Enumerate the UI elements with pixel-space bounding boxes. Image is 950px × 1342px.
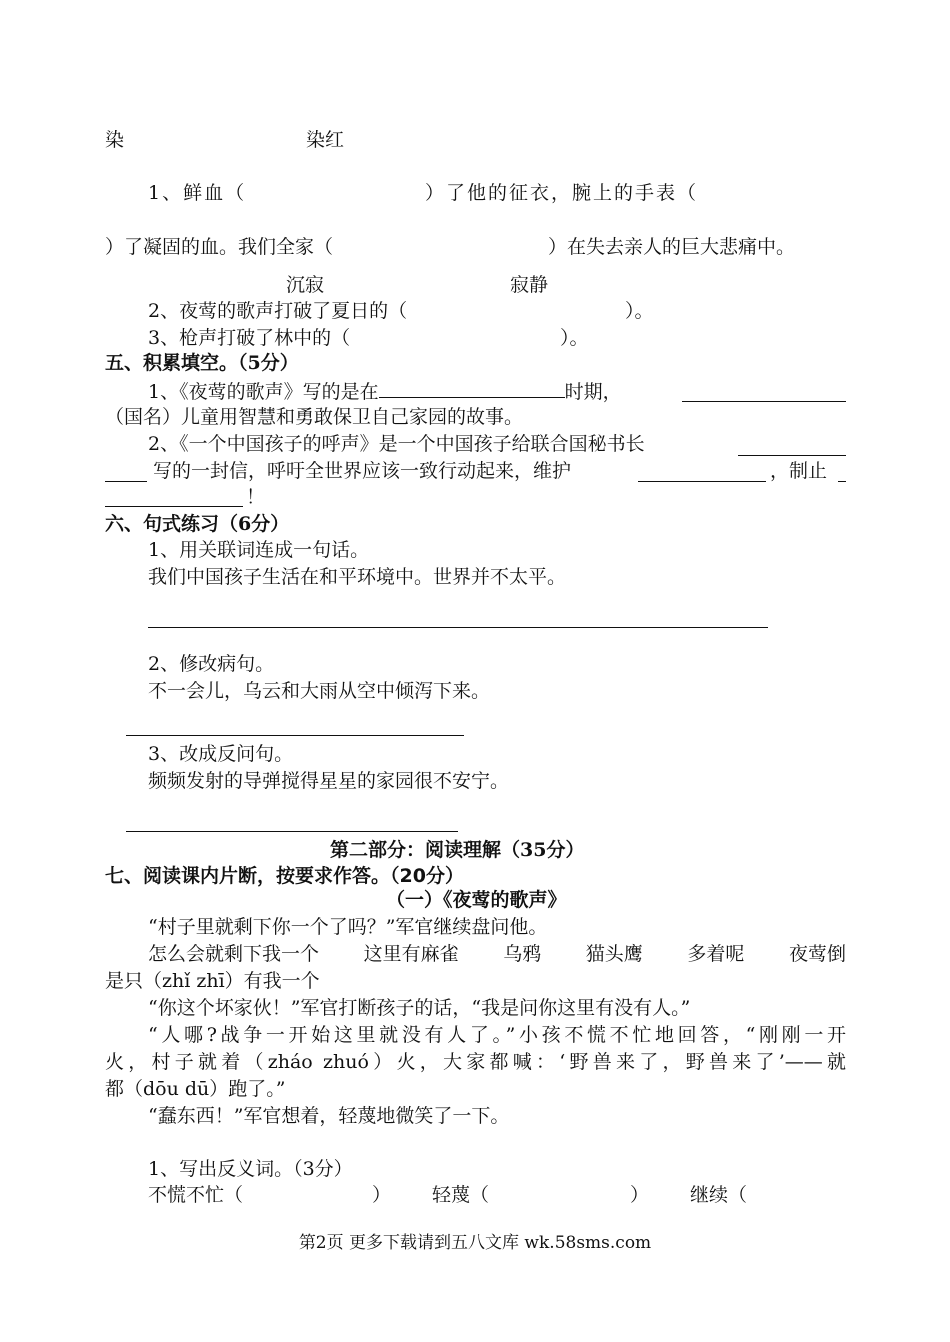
q5-1-part-b: 时期， [564,381,622,403]
q5-1-row [148,377,622,405]
section-7-score: 20分 [399,865,445,887]
q6-3-sentence: 频频发射的导弹搅得星星的家园很不安宁。 [148,770,510,792]
section-7-title-a: 七、阅读课内片断，按要求作答。（ [105,865,400,887]
answer-line-2[interactable] [126,735,464,736]
blank-secretary-a[interactable] [738,455,846,456]
q4-1-part-a: 1、鲜血（ [148,182,247,204]
antonym-1-close: ） [372,1184,392,1206]
q4-2-part-b: ）。 [625,300,654,322]
q5-2-part-c: ，制止 [770,460,828,482]
word-ranhong: 染红 [306,129,345,151]
blank-secretary-b[interactable] [105,481,147,482]
passage-p2-line1 [148,941,846,967]
p2-token-4: 猫头鹰 [585,943,643,965]
blank-period[interactable] [379,377,565,398]
q4-3-part-a: 3、枪声打破了林中的（ [148,327,351,349]
page-footer: 第2页 更多下载请到五八文库 wk.58sms.com [298,1233,652,1253]
p2-token-1: 怎么会就剩下我一个 [148,943,320,965]
q5-1-part-c: （国名）儿童用智慧和勇敢保卫自己家园的故事。 [105,406,524,428]
answer-line-3[interactable] [126,831,458,832]
q6-1: 1、用关联词连成一句话。 [148,539,370,561]
p2-token-5: 多着呢 [687,943,745,965]
word-ran: 染 [105,129,125,151]
section-7-title [105,863,464,889]
antonym-2-close: ） [630,1184,650,1206]
q4-2-part-a: 2、夜莺的歌声打破了夏日的（ [148,300,408,322]
word-jijing: 寂静 [510,274,549,296]
p2-token-6: 夜莺倒 [788,943,846,965]
q6-3: 3、改成反问句。 [148,743,294,765]
antonym-2-label: 轻蔑（ [432,1184,490,1206]
q4-1-part-d: ）在失去亲人的巨大悲痛中。 [548,236,796,258]
reading-subtitle: （一）《夜莺的歌声》 [386,889,567,911]
q5-2-part-b: 写的一封信，呼吁全世界应该一致行动起来，维护 [153,460,572,482]
q5-2-part-a: 2、《一个中国孩子的呼声》是一个中国孩子给联合国秘书长 [148,433,645,455]
q4-1-part-b: ）了他的征衣，腕上的手表（ [425,182,699,204]
answer-line-1[interactable] [148,627,768,628]
section-7-title-b: ） [444,865,464,887]
antonym-3-label: 继续（ [690,1184,748,1206]
q7-1: 1、写出反义词。（3分） [148,1158,353,1180]
q4-3-part-b: ）。 [560,327,589,349]
q6-1-sentence: 我们中国孩子生活在和平环境中。世界并不太平。 [148,566,567,588]
q6-2-sentence: 不一会儿，乌云和大雨从空中倾泻下来。 [148,680,491,702]
passage-p2-line2: 是只（zhǐ zhī）有我一个 [105,970,320,992]
passage-p4-line1: “人哪?战争一开始这里就没有人了。”小孩不慌不忙地回答，“刚刚一开 [148,1024,846,1046]
blank-country[interactable] [682,401,846,402]
p2-token-2: 这里有麻雀 [363,943,459,965]
antonym-1-label: 不慌不忙（ [148,1184,244,1206]
section-5-title: 五、积累填空。（5分） [105,352,299,374]
passage-p3: “你这个坏家伙！”军官打断孩子的话，“我是问你这里有没有人。” [148,997,691,1019]
q6-2: 2、修改病句。 [148,653,275,675]
passage-p5: “蠢东西！”军官想着，轻蔑地微笑了一下。 [148,1105,510,1127]
passage-p4-line3: 都（dōu dū）跑了。” [105,1078,286,1100]
section-6-title: 六、句式练习（6分） [105,513,290,535]
blank-stop-a[interactable] [838,481,846,482]
p2-token-3: 乌鸦 [503,943,542,965]
passage-p1: “村子里就剩下你一个了吗？”军官继续盘问他。 [148,916,548,938]
word-chenji: 沉寂 [286,274,325,296]
q5-2-part-d: ！ [246,486,266,508]
q5-1-part-a: 1、《夜莺的歌声》写的是在 [148,381,379,403]
part-2-title: 第二部分：阅读理解（35分） [330,839,585,861]
passage-p4-line2: 火，村子就着（zháo zhuó）火，大家都喊：‘野兽来了，野兽来了’——就 [105,1051,846,1073]
q4-1-part-c: ）了凝固的血。我们全家（ [105,236,334,258]
blank-protect[interactable] [638,481,766,482]
blank-stop-b[interactable] [105,506,243,507]
